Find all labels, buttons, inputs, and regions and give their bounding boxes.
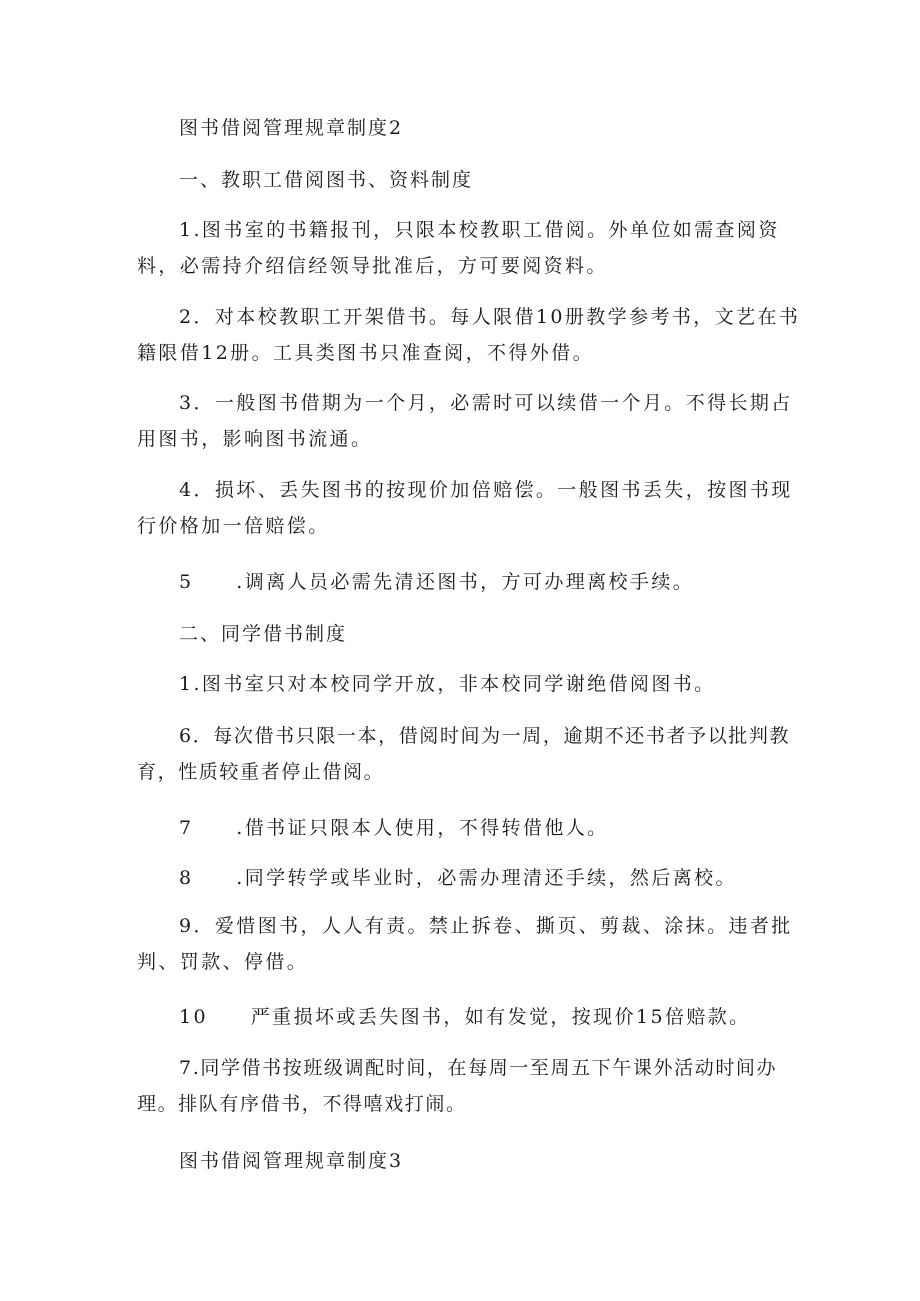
section-1-item-5: 5 .调离人员必需先清还图书，方可办理离校手续。	[179, 571, 695, 593]
section-2-item-1: 1.图书室只对本校同学开放，非本校同学谢绝借阅图书。	[179, 673, 716, 695]
document-title-2: 图书借阅管理规章制度2	[179, 117, 404, 139]
section-2-item-2: 6．每次借书只限一本，借阅时间为一周，逾期不还书者予以批判教育，性质较重者停止借阅。	[137, 725, 791, 783]
section-1-item-2: 2．对本校教职工开架借书。每人限借10册教学参考书，文艺在书籍限借12册。工具类图书只准查阅，不得外借。	[137, 306, 801, 364]
document-title-3: 图书借阅管理规章制度3	[179, 1150, 404, 1172]
section-2-item-7: 7.同学借书按班级调配时间，在每周一至周五下午课外活动时间办理。排队有序借书，不得嘻戏打闹。	[137, 1057, 778, 1115]
section-1-item-3: 3．一般图书借期为一个月，必需时可以续借一个月。不得长期占用图书，影响图书流通。	[137, 392, 793, 450]
section-2-item-5: 9．爱惜图书，人人有责。禁止拆卷、撕页、剪裁、涂抹。违者批判、罚款、停借。	[137, 915, 793, 973]
section-1-item-1: 1.图书室的书籍报刊，只限本校教职工借阅。外单位如需查阅资料，必需持介绍信经领导批准后，方可要阅资料。	[137, 219, 780, 277]
section-2-heading: 二、同学借书制度	[179, 623, 348, 645]
section-2-item-6: 10 严重损坏或丢失图书，如有发觉，按现价15倍赔款。	[179, 1006, 751, 1028]
section-2-item-3: 7 .借书证只限本人使用，不得转借他人。	[179, 817, 609, 839]
section-1-item-4: 4．损坏、丢失图书的按现价加倍赔偿。一般图书丢失，按图书现行价格加一倍赔偿。	[137, 479, 793, 537]
section-1-heading: 一、教职工借阅图书、资料制度	[179, 169, 474, 191]
section-2-item-4: 8 .同学转学或毕业时，必需办理清还手续，然后离校。	[179, 867, 737, 889]
